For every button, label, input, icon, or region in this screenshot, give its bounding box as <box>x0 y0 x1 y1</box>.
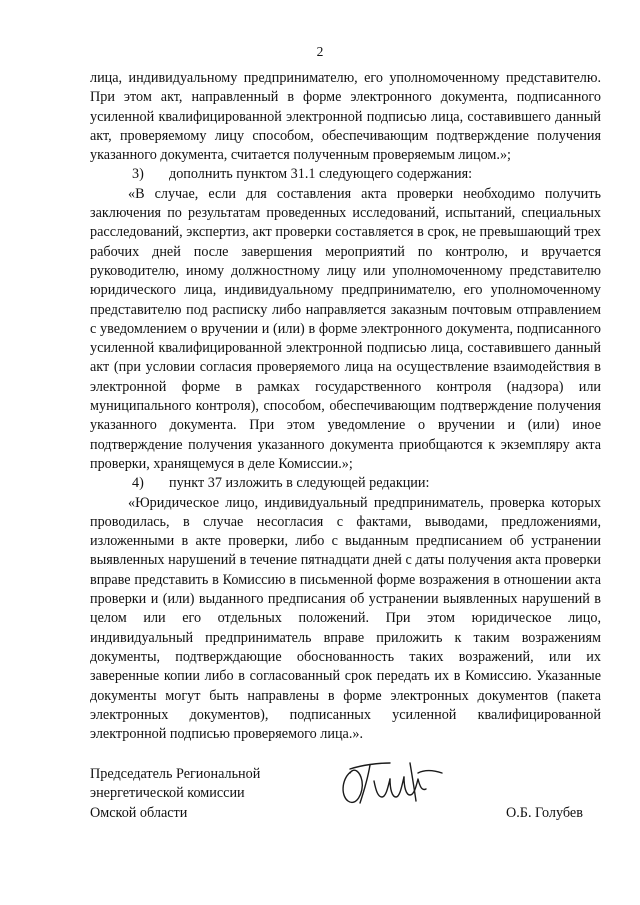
numbered-item-4 <box>90 474 601 493</box>
signatory-position-line-3: Омской области <box>90 804 188 821</box>
paragraph-continuation: лица, индивидуальному предпринимателю, его уполномоченному представителю. При этом акт, направленный в форме электронного документа, подписанного усиленной квалифицированной электронной подписью лица, составившего данный акт, проверяемому лицу способом, обеспечивающим подтверждение получения указанного документа, считается полученным проверяемым лицом.»; <box>90 70 601 164</box>
signatory-position <box>90 765 330 823</box>
paragraph-clause-31-1: «В случае, если для составления акта проверки необходимо получить заключения по результатам проведенных исследований, испытаний, специальных расследований, экспертиз, акт проверки составляется в срок, не превышающий трех рабочих дней после завершения мероприятий по контролю, и вручается руководителю, иному должностному лицу или уполномоченному представителю юридического лица, индивидуальному предпринимателю, его уполномоченному представителю под расписку либо направляется заказным почтовым отправлением с уведомлением о вручении и (или) в форме электронного документа, подписанного усиленной квалифицированной электронной подписью лица, составившего данный акт (при условии согласия проверяемого лица на осуществление взаимодействия в электронной форме в рамках государственного контроля (надзора) или муниципального контроля), способом, обеспечивающим подтверждение получения указанного документа. При этом уведомление о вручении и (или) иное подтверждение получения указанного документа приобщаются к экземпляру акта проверки, хранящемуся в деле Комиссии.»; <box>90 185 601 472</box>
page-number: 2 <box>316 44 324 59</box>
numbered-item-3 <box>90 165 601 184</box>
paragraph-clause-37: «Юридическое лицо, индивидуальный предприниматель, проверка которых проводилась, в случае несогласия с фактами, выводами, предложениями, изложенными в акте проверки, либо с выданным предписанием об устранении выявленных нарушений в течение пятнадцати дней с даты получения акта проверки вправе представить в Комиссию в письменной форме возражения в отношении акта проверки и (или) выданного предписания об устранении выявленных нарушений в целом или его отдельных положений. При этом юридическое лицо, индивидуальный предприниматель вправе приложить к таким возражениям документы, подтверждающие обоснованность таких возражений, или их заверенные копии либо в согласованный срок передать их в Комиссию. Указанные документы могут быть направлены в форме электронных документов (пакета электронных документов), подписанных усиленной квалифицированной электронной подписью проверяемого лица.». <box>90 494 601 743</box>
document-body <box>90 69 601 744</box>
signatory-position-line-1: Председатель Региональной <box>90 766 261 782</box>
item-number: 4) <box>132 475 144 492</box>
signatory-position-line-2: энергетической комиссии <box>90 785 245 802</box>
item-number: 3) <box>132 166 144 183</box>
item-text: дополнить пунктом 31.1 следующего содержания: <box>169 166 473 183</box>
item-text: пункт 37 изложить в следующей редакции: <box>169 475 430 492</box>
handwritten-signature <box>338 757 448 809</box>
signer-name: О.Б. Голубев <box>506 805 583 821</box>
